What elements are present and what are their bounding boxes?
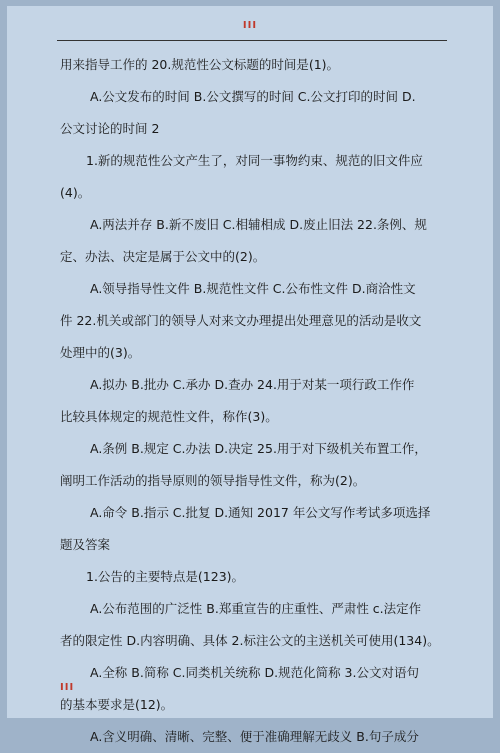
text-line: 题及答案 — [60, 537, 111, 552]
text-line: A.含义明确、清晰、完整、便于准确理解无歧义 B.句子成分 — [90, 729, 419, 744]
text-line: A.命令 B.指示 C.批复 D.通知 2017 年公文写作考试多项选择 — [90, 505, 431, 520]
text-line: 件 22.机关或部门的领导人对来文办理提出处理意见的活动是收文 — [60, 313, 422, 328]
text-line: 1.公告的主要特点是(123)。 — [86, 569, 245, 584]
header-rule — [57, 40, 447, 41]
document-page — [7, 6, 493, 744]
text-line: A.拟办 B.批办 C.承办 D.查办 24.用于对某一项行政工作作 — [90, 377, 415, 392]
document-body — [60, 49, 450, 753]
text-line: 的基本要求是(12)。 — [60, 697, 174, 712]
text-line: A.两法并存 B.新不废旧 C.相辅相成 D.废止旧法 22.条例、规 — [90, 217, 427, 232]
text-line: 者的限定性 D.内容明确、具体 2.标注公文的主送机关可使用(134)。 — [60, 633, 440, 648]
text-line: 处理中的(3)。 — [60, 345, 141, 360]
text-line: A.公布范围的广泛性 B.郑重宣告的庄重性、严肃性 c.法定作 — [90, 601, 422, 616]
text-line: A.领导指导性文件 B.规范性文件 C.公布性文件 D.商洽性文 — [90, 281, 416, 296]
text-line: 用来指导工作的 20.规范性公文标题的时间是(1)。 — [60, 57, 340, 72]
text-line: 公文讨论的时间 2 — [60, 121, 160, 136]
text-line: A.条例 B.规定 C.办法 D.决定 25.用于对下级机关布置工作， — [90, 441, 427, 456]
footer-mark: III — [60, 682, 75, 693]
header-mark: III — [242, 20, 258, 31]
text-line: A.公文发布的时间 B.公文撰写的时间 C.公文打印的时间 D. — [90, 89, 416, 104]
text-line: 比较具体规定的规范性文件，称作(3)。 — [60, 409, 278, 424]
text-line: A.全称 B.简称 C.同类机关统称 D.规范化简称 3.公文对语句 — [90, 665, 419, 680]
text-line: 定、办法、决定是属于公文中的(2)。 — [60, 249, 266, 264]
text-line: 1.新的规范性公文产生了，对同一事物约束、规范的旧文件应 — [86, 153, 423, 168]
text-line: (4)。 — [60, 185, 91, 200]
text-line: 阐明工作活动的指导原则的领导指导性文件，称为(2)。 — [60, 473, 366, 488]
